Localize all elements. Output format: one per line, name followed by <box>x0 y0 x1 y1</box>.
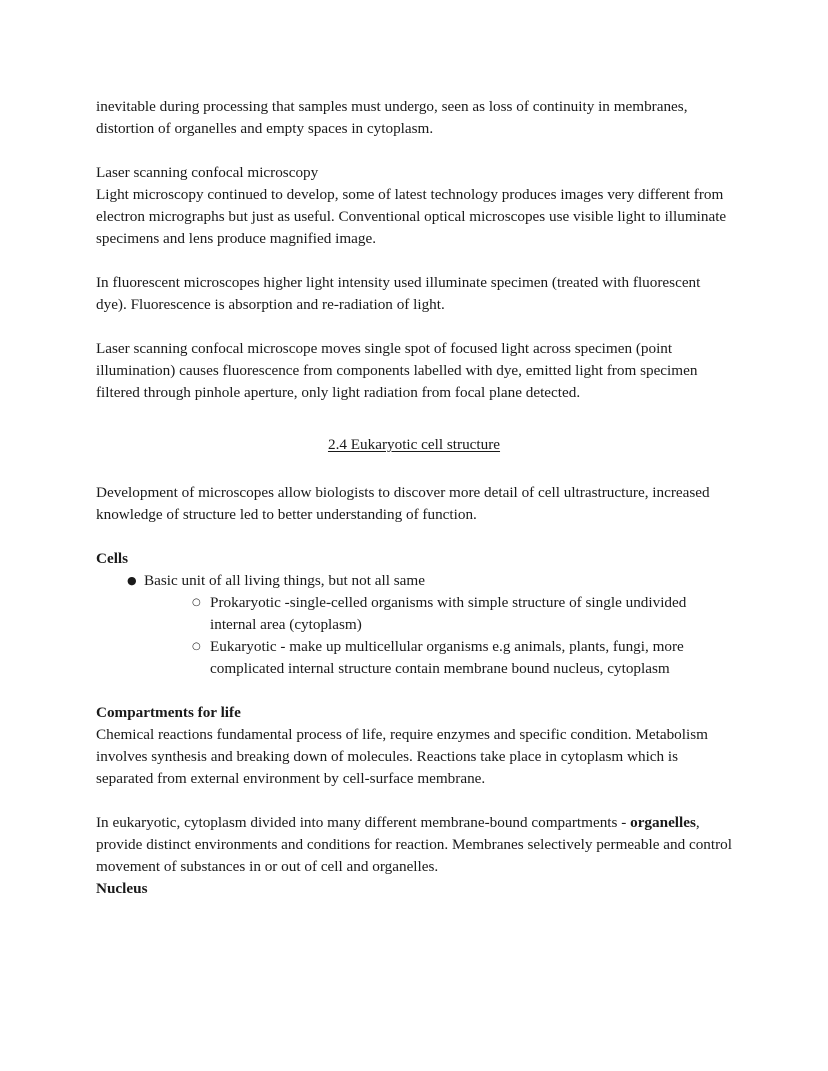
list-item-label: Eukaryotic - make up multicellular organisms e.g animals, plants, fungi, more complicated internal structure contain membrane bound nucleus, cytoplasm <box>210 638 684 677</box>
paragraph-development-of-microscopes: Development of microscopes allow biologists to discover more detail of cell ultrastructure, increased knowledge of structure led to better understanding of function. <box>96 484 710 523</box>
paragraph-eukaryotic-compartments <box>96 812 732 878</box>
heading-nucleus: Nucleus <box>96 880 148 897</box>
paragraph-spacer <box>96 526 732 548</box>
paragraph-spacer <box>96 140 732 162</box>
paragraph-spacer <box>96 250 732 272</box>
document-text-column <box>96 96 732 900</box>
heading-cells: Cells <box>96 550 129 567</box>
paragraph-chemical-reactions: Chemical reactions fundamental process of life, require enzymes and specific condition. Metabolism involves synthesis and breaking down of molecules. Reactions take place in cytoplasm which is separated from external environment by cell-surface membrane. <box>96 726 708 787</box>
bullet-disc-icon: ● <box>127 574 137 587</box>
bullet-list-level2 <box>144 592 732 680</box>
paragraph-laser-scanning-confocal-microscope: Laser scanning confocal microscope moves single spot of focused light across specimen (point illumination) causes fluorescence from components labelled with dye, emitted light from specimen filtered through pinhole aperture, only light radiation from focal plane detected. <box>96 340 698 401</box>
bullet-circle-icon: ○ <box>192 597 201 608</box>
section-heading-eukaryotic-cell-structure: 2.4 Eukaryotic cell structure <box>327 436 501 453</box>
heading-compartments-for-life: Compartments for life <box>96 704 241 721</box>
bullet-circle-icon: ○ <box>192 641 201 652</box>
list-item <box>192 636 732 680</box>
paragraph-spacer <box>96 680 732 702</box>
paragraph-continuation: inevitable during processing that samples must undergo, seen as loss of continuity in membranes, distortion of organelles and empty spaces in cytoplasm. <box>96 98 688 137</box>
subheading-laser-scanning-confocal-microscopy: Laser scanning confocal microscopy <box>96 164 319 181</box>
list-item <box>192 592 732 636</box>
paragraph-spacer <box>96 316 732 338</box>
paragraph-spacer <box>96 790 732 812</box>
list-item <box>127 570 732 680</box>
paragraph-fluorescent-microscopes: In fluorescent microscopes higher light intensity used illuminate specimen (treated with fluorescent dye). Fluorescence is absorption and re-radiation of light. <box>96 274 701 313</box>
bullet-list-level1 <box>96 570 732 680</box>
paragraph-light-microscopy: Light microscopy continued to develop, some of latest technology produces images very different from electron micrographs but just as useful. Conventional optical microscopes use visible light to illuminate specimens and lens produce magnified image. <box>96 186 727 247</box>
paragraph-text-part2: , provide distinct environments and conditions for reaction. Membranes selectively permeable and control movement of substances in or out of cell and organelles. <box>96 814 732 875</box>
list-item-label: Basic unit of all living things, but not all same <box>144 572 425 589</box>
paragraph-text-part1: In eukaryotic, cytoplasm divided into many different membrane-bound compartments - <box>96 814 631 831</box>
heading-spacer-bottom <box>96 456 732 482</box>
list-item-label: Prokaryotic -single-celled organisms with simple structure of single undivided internal area (cytoplasm) <box>210 594 687 633</box>
heading-spacer-top <box>96 404 732 434</box>
emphasis-organelles: organelles <box>630 814 696 831</box>
